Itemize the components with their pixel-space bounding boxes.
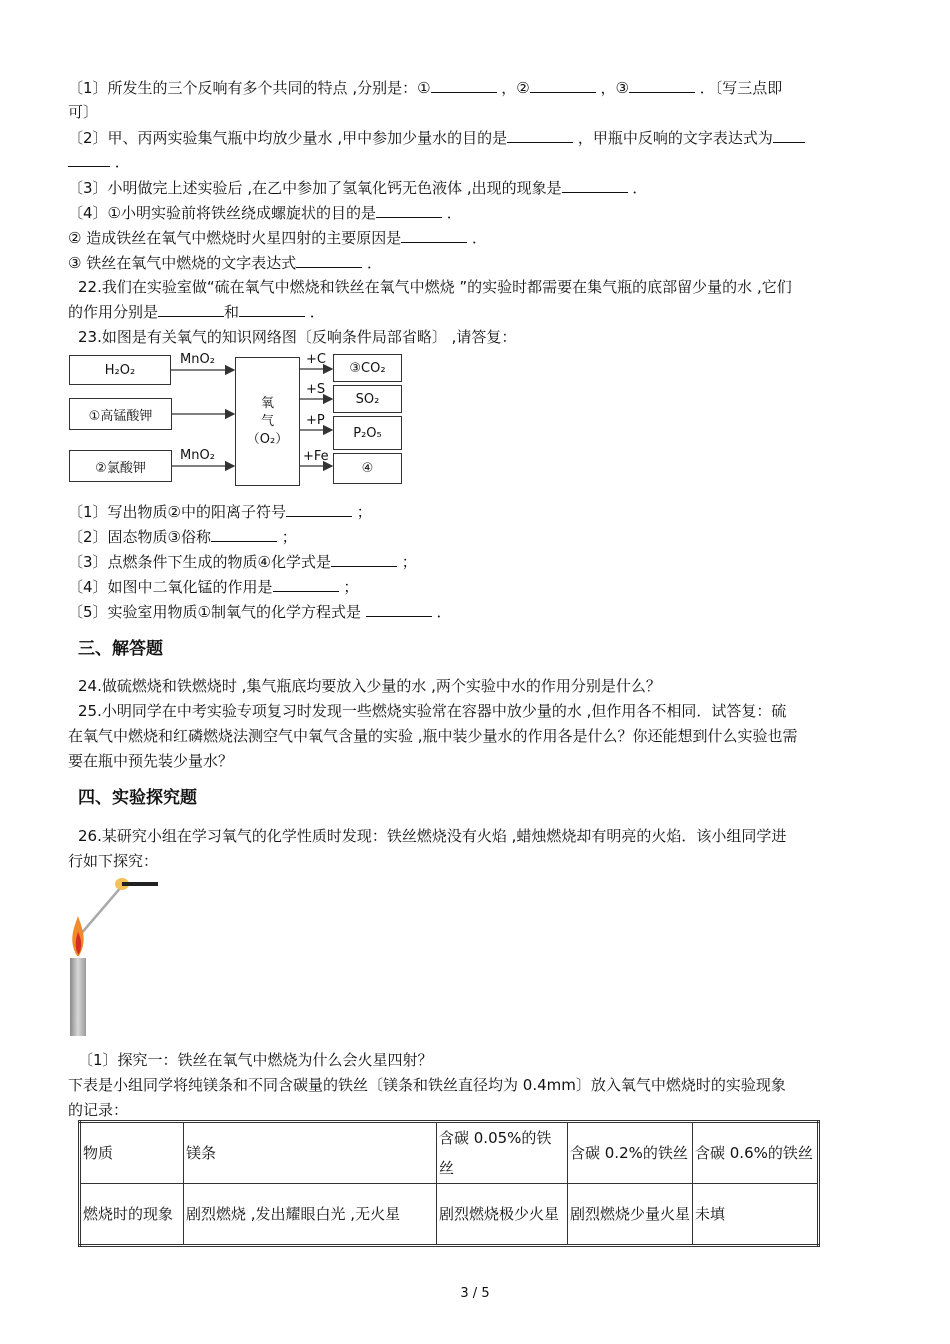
answer-blank xyxy=(366,602,432,617)
section-3-title: 三、解答题 xyxy=(78,639,163,659)
text: ． xyxy=(305,303,325,321)
oxygen-char2: 气 xyxy=(260,413,274,429)
table-cell: 含碳 0.2%的铁丝 xyxy=(568,1122,693,1184)
answer-blank xyxy=(211,527,277,542)
label-plus-c: +C xyxy=(306,352,326,367)
oxygen-formula: （O₂） xyxy=(246,431,289,447)
text: ． xyxy=(431,603,452,621)
box-p2o5: P₂O₅ xyxy=(333,416,402,450)
answer-blank xyxy=(331,552,397,567)
text: 〔1〕所发生的三个反响有多个共同的特点 ,分别是：① xyxy=(68,79,431,97)
table-cell: 剧烈燃烧少量火星 xyxy=(568,1184,693,1246)
box-oxygen xyxy=(235,357,300,486)
box-co2: ③CO₂ xyxy=(333,354,402,382)
label-plus-p: +P xyxy=(306,413,325,428)
text: 〔4〕①小明实验前将铁丝绕成螺旋状的目的是 xyxy=(68,204,376,222)
box-kmno4: ①高锰酸钾 xyxy=(69,398,172,430)
text: ． xyxy=(467,229,487,247)
text: ，甲瓶中反响的文字表达式为 xyxy=(573,129,773,147)
text: 〔2〕固态物质③俗称 xyxy=(68,528,211,546)
q26-desc-line2: 的记录： xyxy=(68,1101,129,1119)
q23-sub4 xyxy=(68,577,358,597)
q24: 24.做硫燃烧和铁燃烧时 ,集气瓶底均要放入少量的水 ,两个实验中水的作用分别是什么？ xyxy=(78,677,661,695)
table-cell: 含碳 0.05%的铁丝 xyxy=(437,1122,568,1184)
table-header-row xyxy=(80,1122,819,1184)
text: ． xyxy=(110,153,130,171)
text: 〔5〕实验室用物质①制氧气的化学方程式是 xyxy=(68,603,366,621)
text: 〔4〕如图中二氧化锰的作用是 xyxy=(68,578,273,596)
experiment-record-table xyxy=(78,1120,820,1247)
q26-desc-line1: 下表是小组同学将纯镁条和不同含碳量的铁丝〔镁条和铁丝直径均为 0.4mm〕放入氧气中燃烧时的实验现象 xyxy=(68,1076,786,1094)
box-product4: ④ xyxy=(333,453,402,484)
q25-line3: 要在瓶中预先装少量水？ xyxy=(68,752,234,770)
q23-sub2 xyxy=(68,527,297,547)
table-cell: 燃烧时的现象 xyxy=(80,1184,184,1246)
table-cell: 剧烈燃烧 ,发出耀眼白光 ,无火星 xyxy=(184,1184,437,1246)
q25-line2: 在氧气中燃烧和红磷燃烧法测空气中氧气含量的实验 ,瓶中装少量水的作用各是什么？你还能想到什么实验也需 xyxy=(68,727,798,745)
q22-line1: 22.我们在实验室做“硫在氧气中燃烧和铁丝在氧气中燃烧 ”的实验时都需要在集气瓶的底部留少量的水 ,它们 xyxy=(78,278,792,296)
text: ，② xyxy=(496,79,530,97)
oxygen-char1: 氧 xyxy=(260,395,274,411)
text: 〔3〕小明做完上述实验后 ,在乙中参加了氢氧化钙无色液体 ,出现的现象是 xyxy=(68,179,562,197)
table-row xyxy=(80,1184,819,1246)
text: ． xyxy=(442,204,462,222)
text: ，③ xyxy=(595,79,629,97)
text: 和 xyxy=(224,303,240,321)
text: 〔2〕甲、丙两实验集气瓶中均放少量水 ,甲中参加少量水的目的是 xyxy=(68,129,508,147)
text: ； xyxy=(352,503,372,521)
text: ； xyxy=(338,578,359,596)
candle-match-illustration xyxy=(60,870,170,1040)
wire xyxy=(122,882,158,886)
q23-sub5 xyxy=(68,602,452,622)
section-4-title: 四、实验探究题 xyxy=(78,788,197,808)
q21-part1-cont: 可〕 xyxy=(68,103,99,121)
table-cell: 剧烈燃烧极少火星 xyxy=(437,1184,568,1246)
label-plus-s: +S xyxy=(306,382,326,397)
text: ； xyxy=(397,553,417,571)
q26-line2: 行如下探究： xyxy=(68,852,159,870)
box-h2o2: H₂O₂ xyxy=(69,355,171,385)
text: ． xyxy=(362,254,382,272)
answer-blank xyxy=(273,577,339,592)
q23-sub1 xyxy=(68,502,372,522)
label-mno2-top: MnO₂ xyxy=(180,352,215,367)
table-cell: 未填 xyxy=(693,1184,819,1246)
text: ．〔写三点即 xyxy=(694,79,783,97)
text: 〔3〕点燃条件下生成的物质④化学式是 xyxy=(68,553,331,571)
table-cell: 物质 xyxy=(80,1122,184,1184)
page-number: 3 / 5 xyxy=(460,1286,490,1301)
text: 〔1〕写出物质②中的阳离子符号 xyxy=(68,503,286,521)
q26-sub1: 〔1〕探究一：铁丝在氧气中燃烧为什么会火星四射？ xyxy=(78,1051,433,1069)
text: 的作用分别是 xyxy=(68,303,159,321)
text: ② 造成铁丝在氧气中燃烧时火星四射的主要原因是 xyxy=(68,229,402,247)
text: ． xyxy=(627,179,648,197)
box-kclo3: ②氯酸钾 xyxy=(69,450,172,482)
table-cell: 含碳 0.6%的铁丝 xyxy=(693,1122,819,1184)
q23-intro: 23.如图是有关氧气的知识网络图〔反响条件局部省略〕 ,请答复： xyxy=(78,328,517,346)
text: ； xyxy=(277,528,297,546)
q25-line1: 25.小明同学在中考实验专项复习时发现一些燃烧实验常在容器中放少量的水 ,但作用各不相同．试答复：硫 xyxy=(78,702,787,720)
candle-icon xyxy=(70,958,86,1036)
text: ③ 铁丝在氧气中燃烧的文字表达式 xyxy=(68,254,297,272)
label-mno2-bottom: MnO₂ xyxy=(180,448,215,463)
label-plus-fe: +Fe xyxy=(303,449,329,464)
answer-blank xyxy=(286,502,352,517)
q23-sub3 xyxy=(68,552,417,572)
q26-line1: 26.某研究小组在学习氧气的化学性质时发现：铁丝燃烧没有火焰 ,蜡烛燃烧却有明亮的火焰．该小组同学进 xyxy=(78,827,787,845)
box-so2: SO₂ xyxy=(333,385,402,413)
table-cell: 镁条 xyxy=(184,1122,437,1184)
